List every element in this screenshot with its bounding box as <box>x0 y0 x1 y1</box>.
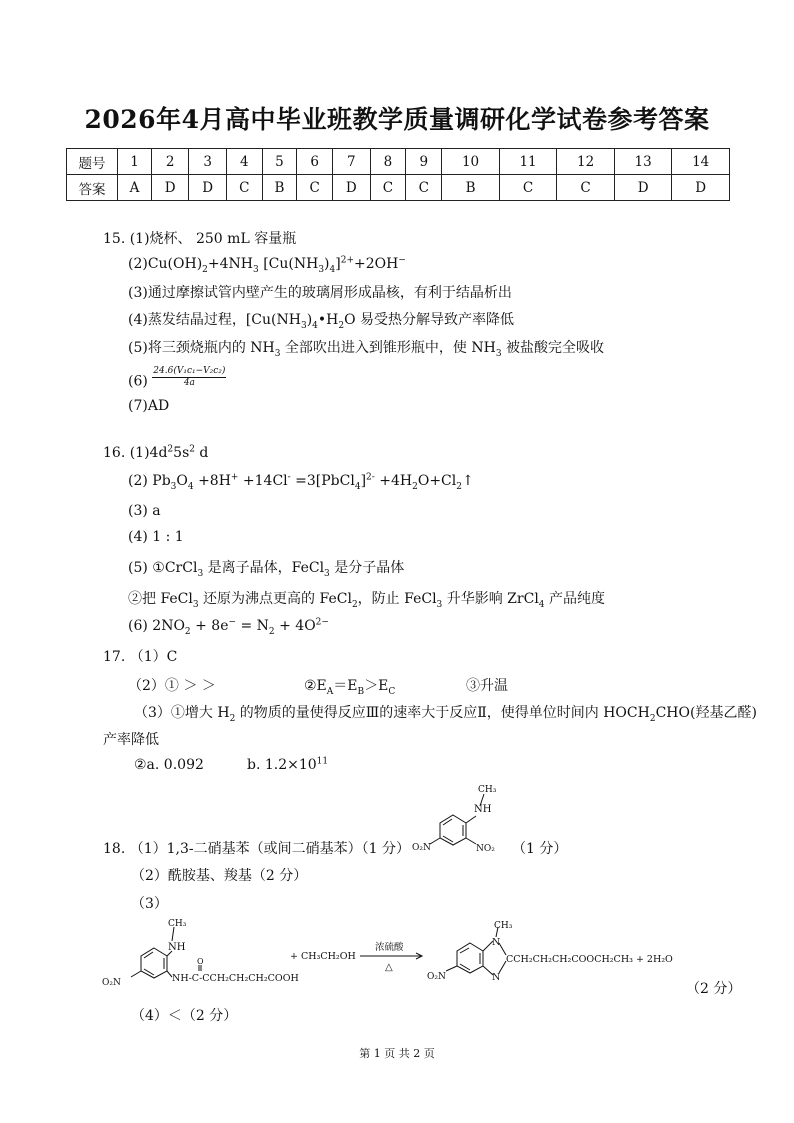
q16-line-7: (6) $2NO_2 + 8e^- = N_2 + 4O^{2-}$ <box>128 617 329 637</box>
q15-line-5: (5)将三颈烧瓶内的 $NH_3$ 全部吹出进入到锥形瓶中，使 $NH_3$ 被盐酸完全吸收 <box>128 340 605 359</box>
q16-line-3: (3) a <box>128 503 161 519</box>
page-footer: 第 1 页 共 2 页 <box>359 1047 435 1060</box>
table-cell: D <box>152 175 189 201</box>
table-cell: 3 <box>189 149 226 175</box>
o2n-label: O₂N <box>412 843 431 853</box>
reactant-o2n-label: O₂N <box>102 978 121 988</box>
q17-line-5a: ②a. 0.092 <box>134 757 204 773</box>
q16-line-6: ②把 FeCl$_3$ 还原为沸点更高的 FeCl$_2$，防止 FeCl$_3$ 升华影响 ZrCl$_4$ 产品纯度 <box>128 591 605 610</box>
q17-line-3: （3）①增大 $H_2$ 的物质的量使得反应Ⅲ的速率大于反应Ⅱ，使得单位时间内 $HOCH_2CHO$(羟基乙醛) <box>134 705 757 724</box>
table-cell: 10 <box>442 149 500 175</box>
table-cell: 9 <box>406 149 442 175</box>
table-cell: 5 <box>262 149 297 175</box>
reaction-scheme <box>98 915 698 995</box>
table-cell: D <box>333 175 370 201</box>
table-row-label: 题号 <box>67 149 118 175</box>
table-cell: 13 <box>614 149 672 175</box>
table-cell: 7 <box>333 149 370 175</box>
q17-line-2a: （2）① ＞ ＞ <box>128 678 216 694</box>
table-row-label: 答案 <box>67 175 118 201</box>
q18-line-1-score: （1 分） <box>512 841 568 857</box>
no2-label: NO₂ <box>476 844 495 854</box>
page-title: 2026年4月高中毕业班教学质量调研化学试卷参考答案 <box>84 105 710 134</box>
q18-line-3-score: （2 分） <box>686 981 742 997</box>
table-cell: C <box>557 175 615 201</box>
reactant-ch3-label: CH₃ <box>168 919 187 929</box>
q18-line-2: （2）酰胺基、羧基（2 分） <box>131 868 308 884</box>
q15-line-6: (6) $\frac{\text{24.6(V₁c₁−V₂c₂)}}{4a}$ <box>128 366 226 390</box>
ch3-label: CH₃ <box>478 785 497 795</box>
table-cell: C <box>499 175 557 201</box>
product-ch3-label: CH₃ <box>494 921 513 931</box>
table-cell: C <box>406 175 442 201</box>
carbonyl-o-label: O <box>197 957 204 966</box>
q17-line-5b: b. $1.2\times 10^{11}$ <box>247 756 329 773</box>
reaction-condition-top: 浓硫酸 <box>375 942 404 953</box>
table-cell: 4 <box>226 149 262 175</box>
table-cell: C <box>226 175 262 201</box>
reactant-ring <box>131 927 201 978</box>
table-cell: D <box>189 175 226 201</box>
table-cell: B <box>442 175 500 201</box>
product-n1-label: N <box>492 937 501 948</box>
q16-line-2: (2) $Pb_3O_4 +8H^+ +14Cl^-$ =3[PbCl$_4$]$^{2-}$ $+4H_2O+Cl_2↑$ <box>128 472 474 492</box>
table-cell: 1 <box>118 149 152 175</box>
q17-line-1: 17. （1）C <box>103 649 178 665</box>
q18-line-4: （4）＜（2 分） <box>131 1008 238 1024</box>
table-cell: 11 <box>499 149 557 175</box>
q15-line-1: 15. (1)烧杯、 250 mL 容量瓶 <box>103 231 297 247</box>
product-ring <box>446 927 506 975</box>
q17-line-2b: $②E_A=E_B>E_C$ <box>304 678 396 697</box>
table-cell: D <box>672 175 730 201</box>
table-cell: 8 <box>370 149 406 175</box>
table-cell: 2 <box>152 149 189 175</box>
table-cell: A <box>118 175 152 201</box>
ethanol-label: + CH₃CH₂OH <box>290 951 356 962</box>
reaction-condition-bottom: △ <box>385 962 393 973</box>
q16-line-5: (5) ①CrCl$_3$ 是离子晶体，FeCl$_3$ 是分子晶体 <box>128 560 405 579</box>
table-cell: C <box>297 175 333 201</box>
q15-line-3: (3)通过摩擦试管内壁产生的玻璃屑形成晶核，有利于结晶析出 <box>128 285 512 301</box>
fraction: $\frac{\text{24.6(V₁c₁−V₂c₂)}}{4a}$ <box>153 366 226 388</box>
q18-line-1: 18. （1）1,3-二硝基苯（或间二硝基苯）（1 分） <box>103 841 410 857</box>
product-o2n-label: O₂N <box>427 972 446 982</box>
table-cell: 14 <box>672 149 730 175</box>
q15-line-2: $(2)Cu(OH)_2+4NH_3$ $[Cu(NH_3)_4]^{2+}+2OH^-$ <box>128 255 406 275</box>
q18-line-3: （3） <box>131 896 168 912</box>
q16-line-1: 16. $(1)4d^25s^2$ d <box>103 444 209 461</box>
q17-line-2c: ③升温 <box>466 678 508 694</box>
q15-line-4: (4)蒸发结晶过程，[$Cu(NH_3)_4•H_2O$ 易受热分解导致产率降低 <box>128 312 515 331</box>
product-n2-label: N <box>492 972 501 983</box>
q16-line-4: (4) 1 : 1 <box>128 529 184 545</box>
acyl-chain-label: NH-C-CCH₂CH₂CH₂COOH <box>172 973 299 984</box>
reactant-nh-label: NH <box>168 942 186 953</box>
table-cell: D <box>614 175 672 201</box>
q15-line-7: (7)AD <box>128 398 170 414</box>
product-chain-label: CCH₂CH₂CH₂COOCH₂CH₃ + 2H₂O <box>506 954 673 965</box>
table-cell: 12 <box>557 149 615 175</box>
nh-label: NH <box>474 804 492 815</box>
table-row <box>67 149 730 175</box>
table-cell: 6 <box>297 149 333 175</box>
table-cell: B <box>262 175 297 201</box>
table-row <box>67 175 730 201</box>
answer-table <box>66 148 730 201</box>
table-cell: C <box>370 175 406 201</box>
q17-line-4: 产率降低 <box>103 732 159 748</box>
